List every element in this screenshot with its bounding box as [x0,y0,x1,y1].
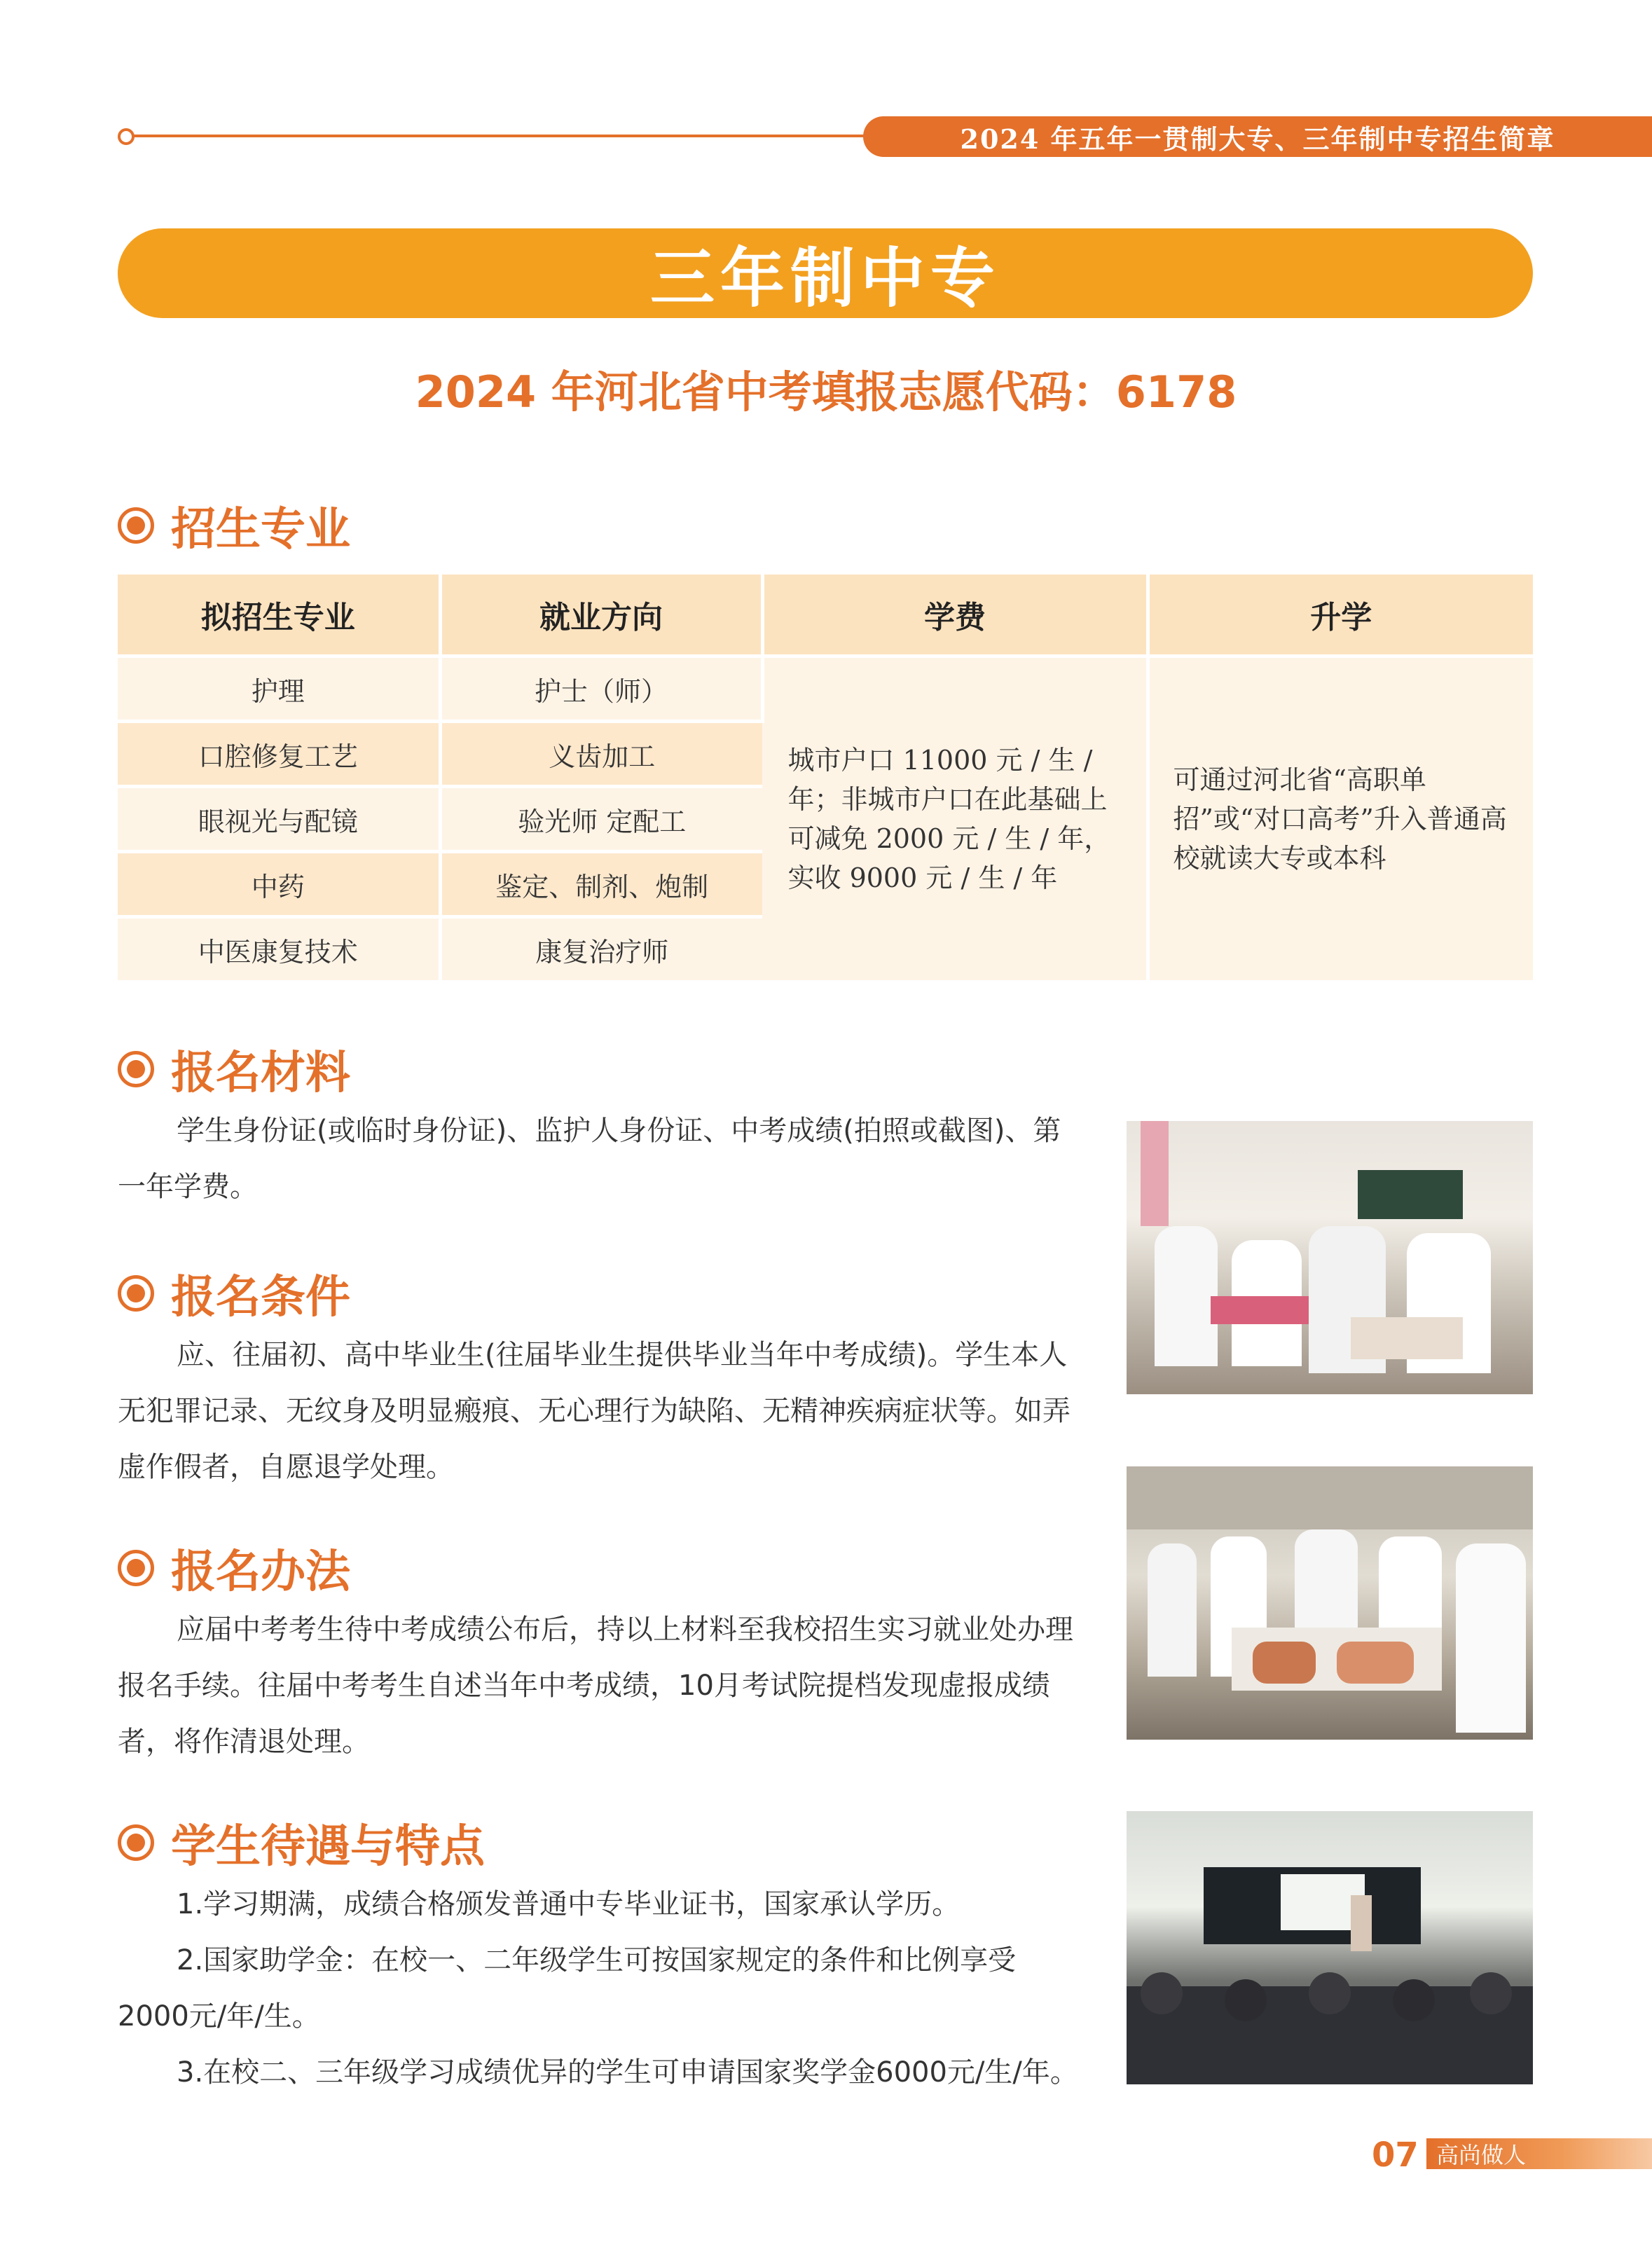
major-cell: 口腔修复工艺 [118,722,440,787]
major-cell: 中医康复技术 [118,917,440,981]
header-rule-dot [118,128,135,145]
column-header: 拟招生专业 [118,575,440,656]
method-paragraph [118,1602,1081,1770]
benefits-list [118,1876,1081,2100]
materials-paragraph [118,1103,1081,1215]
photo-classroom [1127,1811,1533,2084]
list-item: 1.学习期满，成绩合格颁发普通中专毕业证书，国家承认学历。 [177,1888,961,1920]
brochure-title: 2024 年五年一贯制大专、三年制中专招生简章 [863,116,1652,157]
section-title: 报名材料 [171,1047,350,1099]
career-cell: 护士（师） [440,656,762,722]
header-rule [133,135,876,137]
bullet-circle-icon [118,1051,154,1087]
section-method-heading [118,1536,350,1600]
conditions-text: 应、往届初、高中毕业生(往届毕业生提供毕业当年中考成绩)。学生本人无犯罪记录、无纹身及明显瘢痕、无心理行为缺陷、无精神疾病症状等。如弄虚作假者，自愿退学处理。 [118,1339,1071,1483]
photo-lab-class [1127,1121,1533,1394]
section-title: 报名办法 [171,1546,350,1598]
section-title: 招生专业 [171,503,350,556]
majors-table [118,575,1533,980]
column-header: 就业方向 [440,575,762,656]
section-majors-heading [118,493,350,558]
table-header-row [118,575,1533,656]
tuition-cell: 城市户口 11000 元 / 生 / 年；非城市户口在此基础上可减免 2000 元 / 生 / 年，实收 9000 元 / 生 / 年 [762,656,1148,981]
table-row [118,656,1533,722]
footer-motto: 高尚做人 [1426,2138,1652,2169]
major-cell: 眼视光与配镜 [118,787,440,852]
career-cell: 鉴定、制剂、炮制 [440,852,762,917]
bullet-circle-icon [118,1275,154,1312]
further-study-cell: 可通过河北省“高职单招”或“对口高考”升入普通高校就读大专或本科 [1148,656,1533,981]
bullet-circle-icon [118,507,154,544]
section-title: 报名条件 [171,1271,350,1323]
section-materials-heading [118,1037,350,1101]
career-cell: 验光师 定配工 [440,787,762,852]
conditions-paragraph [118,1327,1081,1495]
career-cell: 义齿加工 [440,722,762,787]
section-title: 学生待遇与特点 [171,1820,485,1873]
major-cell: 中药 [118,852,440,917]
method-text: 应届中考考生待中考成绩公布后，持以上材料至我校招生实习就业处办理报名手续。往届中考考生自述当年中考成绩，10月考试院提档发现虚报成绩者，将作清退处理。 [118,1614,1073,1758]
photo-anatomy-class [1127,1466,1533,1740]
column-header: 学费 [762,575,1148,656]
materials-text: 学生身份证(或临时身份证)、监护人身份证、中考成绩(拍照或截图)、第一年学费。 [118,1115,1061,1203]
page-title: 三年制中专 [118,228,1533,318]
list-item: 3.在校二、三年级学习成绩优异的学生可申请国家奖学金6000元/生/年。 [177,2056,1078,2089]
major-cell: 护理 [118,656,440,722]
bullet-circle-icon [118,1824,154,1861]
section-conditions-heading [118,1261,350,1326]
bullet-circle-icon [118,1550,154,1586]
column-header: 升学 [1148,575,1533,656]
list-item: 2.国家助学金：在校一、二年级学生可按国家规定的条件和比例享受2000元/年/生。 [118,1944,1017,2033]
career-cell: 康复治疗师 [440,917,762,981]
application-code: 2024 年河北省中考填报志愿代码：6178 [415,366,1237,418]
page-number: 07 [1372,2136,1419,2175]
section-benefits-heading [118,1810,485,1875]
